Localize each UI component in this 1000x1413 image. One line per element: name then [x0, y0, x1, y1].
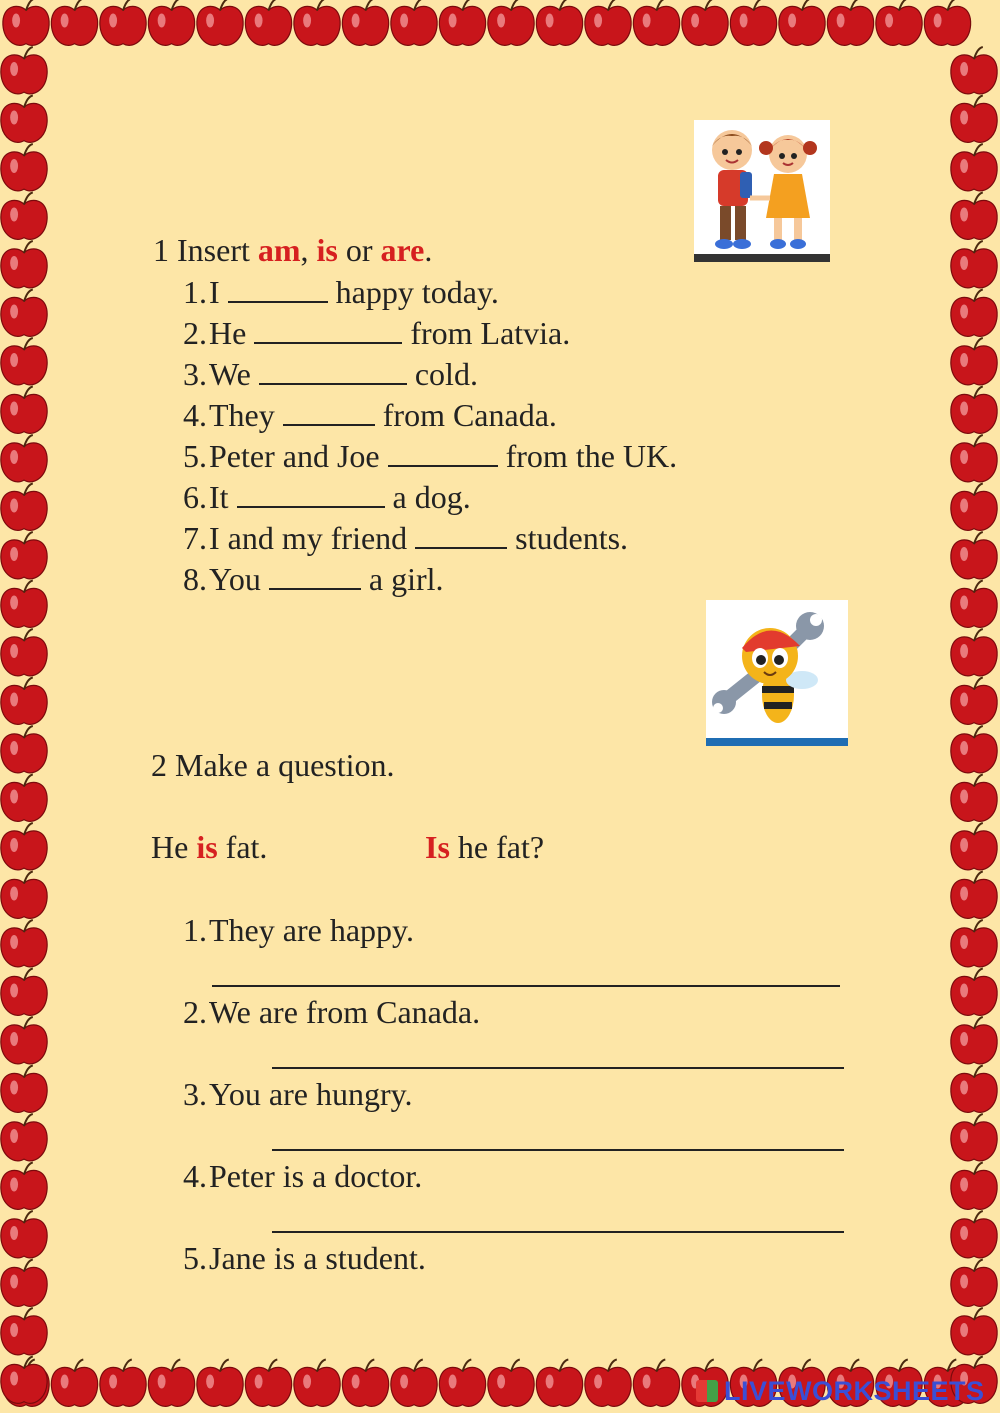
- apple-icon: [951, 1017, 997, 1064]
- logo-icon: [696, 1380, 718, 1402]
- apple-icon: [924, 0, 970, 45]
- item-subject: He: [209, 315, 247, 351]
- word-am: am: [257, 232, 301, 268]
- apple-icon: [585, 1360, 631, 1407]
- item-number: 2.: [183, 994, 207, 1030]
- item-subject: We: [209, 356, 251, 392]
- comma: ,: [300, 232, 309, 268]
- apple-icon: [1, 144, 47, 191]
- apple-icon: [1, 532, 47, 579]
- item-number: 5.: [183, 438, 207, 474]
- apple-icon: [1, 290, 47, 337]
- section1-item: [177, 559, 444, 599]
- apple-icon: [439, 1360, 485, 1407]
- apple-icon: [1, 726, 47, 773]
- item-number: 6.: [183, 479, 207, 515]
- section1-item: [177, 477, 471, 517]
- apple-icon: [951, 435, 997, 482]
- period: .: [424, 232, 433, 268]
- apple-icon: [148, 0, 194, 45]
- section1-item: [177, 272, 499, 312]
- apple-icon: [951, 775, 997, 822]
- section2-item: [177, 992, 480, 1032]
- apple-icon: [951, 1260, 997, 1307]
- example-question-is: Is: [425, 829, 450, 865]
- apple-icon: [1, 969, 47, 1016]
- word-is: is: [316, 232, 338, 268]
- item-rest: from Canada.: [382, 397, 557, 433]
- apple-icon: [1, 96, 47, 143]
- section2-item: [177, 1238, 426, 1278]
- apple-icon: [1, 1211, 47, 1258]
- example-is: is: [196, 829, 218, 865]
- word-or: or: [345, 232, 373, 268]
- section1-instruction: [153, 230, 432, 270]
- item-rest: cold.: [414, 356, 478, 392]
- answer-blank[interactable]: [237, 480, 385, 508]
- apple-icon: [951, 629, 997, 676]
- item-subject: I and my friend: [209, 520, 408, 556]
- apple-icon: [1, 435, 47, 482]
- answer-line[interactable]: [212, 985, 840, 987]
- kids-image: [694, 120, 830, 262]
- example-he: He: [151, 829, 189, 865]
- apple-icon: [536, 1360, 582, 1407]
- item-number: 1.: [183, 912, 207, 948]
- answer-line[interactable]: [272, 1149, 844, 1151]
- item-text: You are hungry.: [209, 1076, 413, 1112]
- apple-icon: [488, 1360, 534, 1407]
- apple-icon: [951, 1308, 997, 1355]
- apple-icon: [827, 0, 873, 45]
- apple-icon: [633, 1360, 679, 1407]
- apple-icon: [536, 0, 582, 45]
- apple-icon: [1, 1308, 47, 1355]
- apple-icon: [951, 484, 997, 531]
- item-number: 7.: [183, 520, 207, 556]
- item-subject: They: [209, 397, 275, 433]
- apple-icon: [951, 581, 997, 628]
- apple-icon: [1, 1163, 47, 1210]
- section2-item: [177, 1156, 422, 1196]
- answer-blank[interactable]: [283, 398, 375, 426]
- example-statement: [151, 827, 267, 867]
- item-number: 3.: [183, 356, 207, 392]
- apple-icon: [951, 1066, 997, 1113]
- apple-icon: [342, 0, 388, 45]
- item-number: 5.: [183, 1240, 207, 1276]
- apple-icon: [3, 0, 49, 45]
- apple-icon: [951, 144, 997, 191]
- item-rest: from the UK.: [505, 438, 678, 474]
- item-rest: a girl.: [368, 561, 444, 597]
- example-question-rest: he fat?: [457, 829, 545, 865]
- section1-number: 1: [153, 232, 169, 268]
- apple-icon: [1, 823, 47, 870]
- apple-icon: [1, 193, 47, 240]
- item-rest: a dog.: [392, 479, 471, 515]
- apple-icon: [779, 0, 825, 45]
- section1-item: [177, 395, 557, 435]
- answer-line[interactable]: [272, 1231, 844, 1233]
- apple-icon: [951, 96, 997, 143]
- apple-icon: [1, 1066, 47, 1113]
- apple-icon: [1, 678, 47, 725]
- apple-icon: [951, 193, 997, 240]
- answer-line[interactable]: [272, 1067, 844, 1069]
- apple-icon: [1, 484, 47, 531]
- apple-icon: [951, 532, 997, 579]
- apple-icon: [1, 241, 47, 288]
- apple-icon: [951, 241, 997, 288]
- item-number: 4.: [183, 1158, 207, 1194]
- apple-icon: [682, 0, 728, 45]
- item-number: 4.: [183, 397, 207, 433]
- apple-icon: [391, 0, 437, 45]
- item-text: We are from Canada.: [209, 994, 481, 1030]
- apple-icon: [100, 0, 146, 45]
- apple-icon: [951, 678, 997, 725]
- apple-icon: [876, 0, 922, 45]
- answer-blank[interactable]: [228, 275, 328, 303]
- item-number: 8.: [183, 561, 207, 597]
- apple-icon: [294, 1360, 340, 1407]
- apple-icon: [951, 1163, 997, 1210]
- apple-icon: [1, 338, 47, 385]
- word-are: are: [380, 232, 425, 268]
- apple-icon: [951, 920, 997, 967]
- apple-icon: [148, 1360, 194, 1407]
- item-number: 1.: [183, 274, 207, 310]
- apple-icon: [1, 775, 47, 822]
- apple-icon: [342, 1360, 388, 1407]
- item-number: 2.: [183, 315, 207, 351]
- item-number: 3.: [183, 1076, 207, 1112]
- apple-icon: [1, 1114, 47, 1161]
- item-subject: I: [209, 274, 220, 310]
- apple-icon: [951, 872, 997, 919]
- section2-number: 2: [151, 747, 167, 783]
- item-subject: You: [209, 561, 261, 597]
- section1-item: [177, 313, 570, 353]
- section1-item: [177, 518, 628, 558]
- apple-icon: [951, 1114, 997, 1161]
- apple-icon: [585, 0, 631, 45]
- apple-icon: [197, 0, 243, 45]
- apple-icon: [951, 726, 997, 773]
- item-subject: It: [209, 479, 229, 515]
- apple-icon: [1, 387, 47, 434]
- apple-icon: [100, 1360, 146, 1407]
- apple-icon: [1, 629, 47, 676]
- answer-blank[interactable]: [388, 439, 498, 467]
- item-subject: Peter and Joe: [209, 438, 380, 474]
- section2-instruction-text: Make a question.: [175, 747, 395, 783]
- apple-icon: [294, 0, 340, 45]
- section2-instruction: [151, 745, 395, 785]
- answer-blank[interactable]: [254, 316, 402, 344]
- item-rest: students.: [515, 520, 629, 556]
- answer-blank[interactable]: [415, 521, 507, 549]
- section2-item: [177, 910, 414, 950]
- apple-icon: [1, 1260, 47, 1307]
- apple-icon: [245, 1360, 291, 1407]
- apple-icon: [51, 1360, 97, 1407]
- apple-icon: [730, 0, 776, 45]
- apple-icon: [488, 0, 534, 45]
- item-rest: from Latvia.: [410, 315, 571, 351]
- section2-item: [177, 1074, 413, 1114]
- liveworksheets-logo: [696, 1376, 985, 1407]
- apple-icon: [51, 0, 97, 45]
- bee-image: [706, 600, 848, 746]
- apple-icon: [951, 290, 997, 337]
- item-text: Jane is a student.: [209, 1240, 426, 1276]
- answer-blank[interactable]: [259, 357, 407, 385]
- apple-icon: [633, 0, 679, 45]
- item-text: Peter is a doctor.: [209, 1158, 423, 1194]
- apple-icon: [951, 47, 997, 94]
- apple-icon: [245, 0, 291, 45]
- apple-icon: [439, 0, 485, 45]
- apple-icon: [1, 1357, 47, 1404]
- instruction-prefix: Insert: [177, 232, 250, 268]
- answer-blank[interactable]: [269, 562, 361, 590]
- apple-icon: [951, 387, 997, 434]
- logo-text: LIVEWORKSHEETS: [724, 1376, 985, 1406]
- apple-icon: [1, 1017, 47, 1064]
- apple-icon: [1, 47, 47, 94]
- apple-icon: [951, 969, 997, 1016]
- apple-icon: [951, 1211, 997, 1258]
- apple-icon: [1, 872, 47, 919]
- item-text: They are happy.: [209, 912, 414, 948]
- item-rest: happy today.: [335, 274, 499, 310]
- apple-icon: [1, 581, 47, 628]
- apple-icon: [951, 338, 997, 385]
- section1-item: [177, 436, 677, 476]
- section1-item: [177, 354, 478, 394]
- example-question: [425, 827, 544, 867]
- apple-icon: [391, 1360, 437, 1407]
- example-rest: fat.: [225, 829, 268, 865]
- apple-icon: [951, 823, 997, 870]
- apple-icon: [197, 1360, 243, 1407]
- apple-icon: [1, 920, 47, 967]
